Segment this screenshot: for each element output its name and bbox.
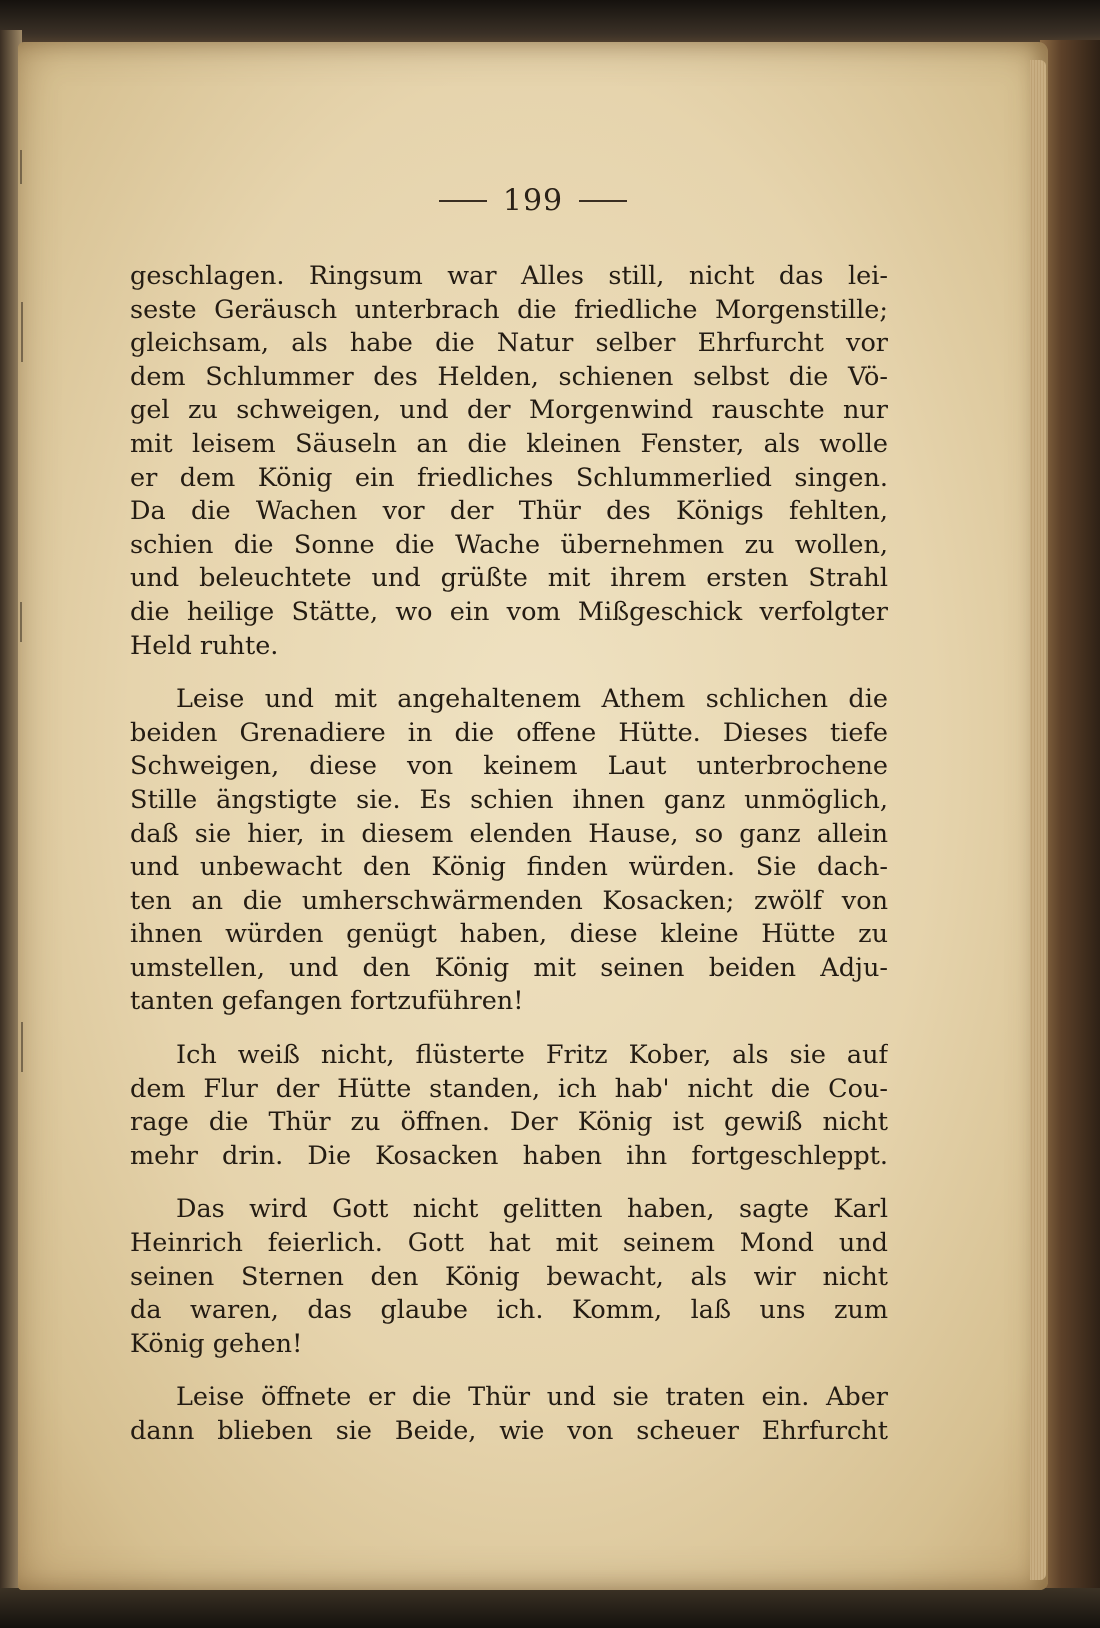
text-line: ihnen würden genügt haben, diese kleine Hütte zu [130, 919, 888, 950]
margin-mark [20, 602, 22, 642]
margin-mark [20, 150, 22, 184]
text-line: Leise öffnete er die Thür und sie traten ein. Aber [176, 1382, 888, 1413]
body-text [130, 260, 888, 1449]
book-cover-top-edge [0, 0, 1100, 48]
margin-mark [21, 302, 23, 362]
text-line: König gehen! [130, 1328, 303, 1359]
text-line: schien die Sonne die Wache übernehmen zu wollen, [130, 529, 888, 560]
text-line: und unbewacht den König finden würden. Sie dach- [130, 852, 888, 883]
text-line: Ich weiß nicht, flüsterte Fritz Kober, als sie auf [176, 1040, 888, 1071]
book-cover-bottom-edge [0, 1588, 1100, 1628]
text-line: gleichsam, als habe die Natur selber Ehrfurcht vor [130, 328, 888, 359]
text-line: geschlagen. Ringsum war Alles still, nicht das lei- [130, 261, 888, 291]
text-line: beiden Grenadiere in die offene Hütte. Dieses tiefe [130, 717, 888, 748]
text-line: Held ruhte. [130, 630, 279, 661]
text-line: ten an die umherschwärmenden Kosacken; zwölf von [130, 885, 888, 916]
text-line: Heinrich feierlich. Gott hat mit seinem Mond und [130, 1228, 888, 1259]
text-line: die heilige Stätte, wo ein vom Mißgeschick verfolgter [130, 596, 888, 627]
page-number: 199 [502, 183, 564, 219]
text-line: daß sie hier, in diesem elenden Hause, so ganz allein [130, 818, 888, 849]
page-header [18, 182, 1048, 219]
text-line: Leise und mit angehaltenem Athem schlichen die [176, 684, 888, 715]
text-line: dem Schlummer des Helden, schienen selbst die Vö- [130, 361, 888, 392]
text-line: Da die Wachen vor der Thür des Königs fehlten, [130, 496, 888, 527]
text-line: und beleuchtete und grüßte mit ihrem ersten Strahl [130, 563, 888, 594]
text-line: er dem König ein friedliches Schlummerlied singen. [130, 462, 888, 493]
text-line: seinen Sternen den König bewacht, als wir nicht [130, 1261, 888, 1292]
book-cover-right-edge [1040, 40, 1100, 1600]
text-line: Das wird Gott nicht gelitten haben, sagte Karl [176, 1194, 888, 1225]
text-line: Stille ängstigte sie. Es schien ihnen ganz unmöglich, [130, 784, 888, 815]
text-line: dann blieben sie Beide, wie von scheuer Ehrfurcht [130, 1416, 888, 1446]
text-line: mit leisem Säuseln an die kleinen Fenster, als wolle [130, 428, 888, 459]
text-line: da waren, das glaube ich. Komm, laß uns zum [130, 1295, 888, 1326]
text-line: Schweigen, diese von keinem Laut unterbrochene [130, 751, 888, 782]
paragraph-4 [130, 1193, 888, 1361]
text-line: gel zu schweigen, und der Morgenwind rauschte nur [130, 395, 888, 426]
text-line: seste Geräusch unterbrach die friedliche Morgenstille; [130, 294, 888, 325]
paragraph-3 [130, 1039, 888, 1173]
paragraph-5 [130, 1381, 888, 1448]
page-stack-fore-edge [1030, 60, 1046, 1580]
text-line: umstellen, und den König mit seinen beiden Adju- [130, 952, 888, 983]
margin-mark [21, 1022, 23, 1072]
header-dash-left [439, 200, 487, 202]
text-line: mehr drin. Die Kosacken haben ihn fortgeschleppt. [130, 1140, 888, 1171]
text-line: tanten gefangen fortzuführen! [130, 986, 524, 1017]
paragraph-2 [130, 683, 888, 1019]
text-line: dem Flur der Hütte standen, ich hab' nicht die Cou- [130, 1073, 888, 1104]
text-line: rage die Thür zu öffnen. Der König ist gewiß nicht [130, 1107, 888, 1138]
page-sheet [18, 42, 1048, 1590]
paragraph-1 [130, 260, 888, 663]
header-dash-right [579, 200, 627, 202]
